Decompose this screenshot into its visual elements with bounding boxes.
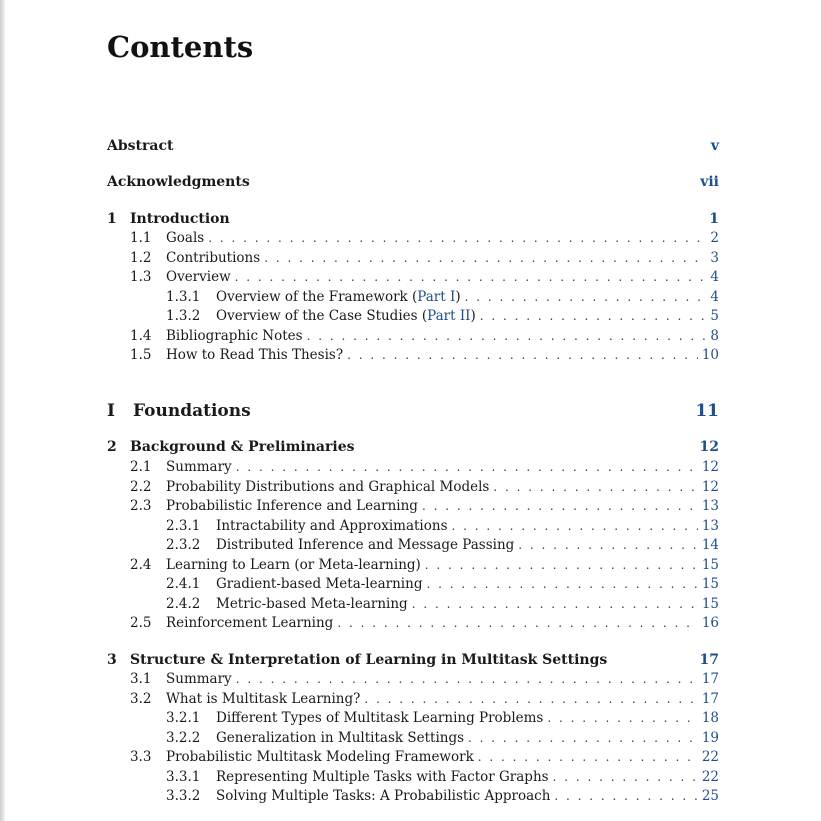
toc-page-number[interactable]: 3 xyxy=(710,250,719,266)
toc-page-number[interactable]: 5 xyxy=(710,308,719,324)
section-title: Overview xyxy=(166,268,235,287)
subsection-number: 1.3.2 xyxy=(166,308,201,324)
section-title: Summary xyxy=(166,458,236,477)
subsection-title: Solving Multiple Tasks: A Probabilistic Approach xyxy=(216,787,554,806)
toc-subsection[interactable] xyxy=(107,595,719,614)
section-number: 3.2 xyxy=(130,691,152,707)
leader-dots xyxy=(480,307,707,326)
part-title: Foundations xyxy=(133,399,255,423)
leader-dots xyxy=(518,536,698,555)
toc-page-number[interactable]: 17 xyxy=(699,652,719,668)
toc-entry-abstract[interactable] xyxy=(107,137,719,156)
leader-dots xyxy=(347,346,698,365)
leader-dots xyxy=(553,768,698,787)
toc-chapter-2[interactable] xyxy=(107,438,719,457)
toc-section[interactable] xyxy=(107,458,719,477)
subsection-title xyxy=(216,288,465,307)
section-number: 2.5 xyxy=(130,615,152,631)
toc-subsection[interactable] xyxy=(107,729,719,748)
section-title: Probability Distributions and Graphical Models xyxy=(166,478,493,497)
section-number: 1.1 xyxy=(130,230,152,246)
toc-page-number[interactable]: 22 xyxy=(701,769,719,785)
page-edge-shadow xyxy=(0,0,5,821)
section-title: Learning to Learn (or Meta-learning) xyxy=(166,556,425,575)
toc-page-number[interactable]: 12 xyxy=(701,479,719,495)
toc-entry-label: Acknowledgments xyxy=(107,173,254,192)
part-number: I xyxy=(107,401,115,421)
toc-page-number[interactable]: 15 xyxy=(701,596,719,612)
toc-page-number[interactable]: 4 xyxy=(710,269,719,285)
toc-chapter-3[interactable] xyxy=(107,651,719,670)
subsection-title xyxy=(216,307,480,326)
subsection-number: 3.3.2 xyxy=(166,788,201,804)
section-number: 2.3 xyxy=(130,498,152,514)
toc-entry-label: Abstract xyxy=(107,137,177,156)
toc-page-number[interactable]: 11 xyxy=(695,401,719,421)
subsection-number: 3.3.1 xyxy=(166,769,201,785)
subsection-title-text: ) xyxy=(455,289,461,305)
toc-section[interactable] xyxy=(107,249,719,268)
toc-page-number[interactable]: 12 xyxy=(699,439,719,455)
toc-subsection[interactable] xyxy=(107,575,719,594)
leader-dots xyxy=(547,709,697,728)
toc-section[interactable] xyxy=(107,229,719,248)
toc-chapter-1[interactable] xyxy=(107,210,719,229)
page-title: Contents xyxy=(107,30,254,64)
toc-section[interactable] xyxy=(107,748,719,767)
chapter-number: 1 xyxy=(107,211,117,227)
subsection-number: 2.4.1 xyxy=(166,576,201,592)
leader-dots xyxy=(364,690,697,709)
toc-entry-acknowledgments[interactable] xyxy=(107,173,719,192)
section-number: 2.2 xyxy=(130,479,152,495)
subsection-title: Distributed Inference and Message Passing xyxy=(216,536,518,555)
section-title: Probabilistic Multitask Modeling Framework xyxy=(166,748,478,767)
toc-subsection[interactable] xyxy=(107,768,719,787)
toc-page-number[interactable]: 16 xyxy=(701,615,719,631)
chapter-title: Structure & Interpretation of Learning in Multitask Settings xyxy=(130,651,611,670)
chapter-title: Introduction xyxy=(130,210,234,229)
toc-section[interactable] xyxy=(107,690,719,709)
toc-page-number[interactable]: vii xyxy=(700,174,719,190)
section-number: 1.4 xyxy=(130,328,152,344)
section-title: Goals xyxy=(166,229,208,248)
toc-page-number[interactable]: 10 xyxy=(701,347,719,363)
subsection-title-text: ) xyxy=(470,308,476,324)
toc-page-number[interactable]: 1 xyxy=(709,211,719,227)
toc-section[interactable] xyxy=(107,327,719,346)
leader-dots xyxy=(264,249,706,268)
leader-dots xyxy=(452,517,698,536)
subsection-number: 2.3.2 xyxy=(166,537,201,553)
subsection-number: 3.2.2 xyxy=(166,730,201,746)
section-number: 3.3 xyxy=(130,749,152,765)
leader-dots xyxy=(412,595,698,614)
section-title: How to Read This Thesis? xyxy=(166,346,347,365)
toc-page-number[interactable]: 13 xyxy=(701,518,719,534)
chapter-title: Background & Preliminaries xyxy=(130,438,358,457)
toc-section[interactable] xyxy=(107,670,719,689)
toc-subsection[interactable] xyxy=(107,709,719,728)
toc-page-number[interactable]: 2 xyxy=(710,230,719,246)
subsection-number: 1.3.1 xyxy=(166,289,201,305)
leader-dots xyxy=(422,497,698,516)
leader-dots xyxy=(236,458,698,477)
subsection-number: 2.4.2 xyxy=(166,596,201,612)
subsection-title: Gradient-based Meta-learning xyxy=(216,575,426,594)
toc-page-number[interactable]: 19 xyxy=(701,730,719,746)
subsection-number: 3.2.1 xyxy=(166,710,201,726)
toc-page-number[interactable]: 17 xyxy=(701,671,719,687)
section-title: Contributions xyxy=(166,249,264,268)
leader-dots xyxy=(235,268,707,287)
subsection-title-text: Overview of the Framework ( xyxy=(216,289,418,305)
leader-dots xyxy=(337,614,698,633)
section-number: 2.1 xyxy=(130,459,152,475)
chapter-number: 3 xyxy=(107,652,117,668)
toc-section[interactable] xyxy=(107,268,719,287)
subsection-number: 2.3.1 xyxy=(166,518,201,534)
leader-dots xyxy=(307,327,707,346)
toc-page-number[interactable]: 8 xyxy=(710,328,719,344)
toc-page-number[interactable]: 14 xyxy=(701,537,719,553)
leader-dots xyxy=(425,556,698,575)
toc-section[interactable] xyxy=(107,497,719,516)
toc-section[interactable] xyxy=(107,614,719,633)
section-number: 1.2 xyxy=(130,250,152,266)
toc-section[interactable] xyxy=(107,556,719,575)
section-number: 1.3 xyxy=(130,269,152,285)
subsection-title-text: Overview of the Case Studies ( xyxy=(216,308,428,324)
toc-page-number[interactable]: 15 xyxy=(701,576,719,592)
toc-section[interactable] xyxy=(107,478,719,497)
leader-dots xyxy=(208,229,706,248)
section-title: Reinforcement Learning xyxy=(166,614,337,633)
toc-subsection[interactable] xyxy=(107,307,719,326)
subsection-title: Different Types of Multitask Learning Problems xyxy=(216,709,547,728)
chapter-number: 2 xyxy=(107,439,117,455)
toc-page-number[interactable]: 15 xyxy=(701,557,719,573)
leader-dots xyxy=(465,288,707,307)
part-link[interactable]: Part I xyxy=(417,289,456,305)
toc-subsection[interactable] xyxy=(107,288,719,307)
leader-dots xyxy=(236,670,698,689)
section-number: 2.4 xyxy=(130,557,152,573)
toc-page-number[interactable]: 17 xyxy=(701,691,719,707)
toc-page-number[interactable]: 25 xyxy=(701,788,719,804)
section-title: Bibliographic Notes xyxy=(166,327,307,346)
subsection-title: Representing Multiple Tasks with Factor Graphs xyxy=(216,768,553,787)
toc-subsection[interactable] xyxy=(107,787,719,806)
toc-part-1[interactable] xyxy=(107,399,719,423)
leader-dots xyxy=(478,748,698,767)
toc-page-number[interactable]: 4 xyxy=(710,289,719,305)
section-title: Probabilistic Inference and Learning xyxy=(166,497,422,516)
subsection-title: Intractability and Approximations xyxy=(216,517,452,536)
leader-dots xyxy=(554,787,697,806)
section-title: What is Multitask Learning? xyxy=(166,690,364,709)
subsection-title: Generalization in Multitask Settings xyxy=(216,729,468,748)
leader-dots xyxy=(426,575,697,594)
toc-page-number[interactable]: 12 xyxy=(701,459,719,475)
toc-page-number[interactable]: 22 xyxy=(701,749,719,765)
toc-page-number[interactable]: 13 xyxy=(701,498,719,514)
toc-subsection[interactable] xyxy=(107,517,719,536)
section-number: 3.1 xyxy=(130,671,152,687)
toc-subsection[interactable] xyxy=(107,536,719,555)
leader-dots xyxy=(493,478,697,497)
section-number: 1.5 xyxy=(130,347,152,363)
subsection-title: Metric-based Meta-learning xyxy=(216,595,412,614)
toc-page-number[interactable]: v xyxy=(710,138,719,154)
toc-page-number[interactable]: 18 xyxy=(701,710,719,726)
part-link[interactable]: Part II xyxy=(427,308,471,324)
toc-section[interactable] xyxy=(107,346,719,365)
leader-dots xyxy=(468,729,698,748)
section-title: Summary xyxy=(166,670,236,689)
